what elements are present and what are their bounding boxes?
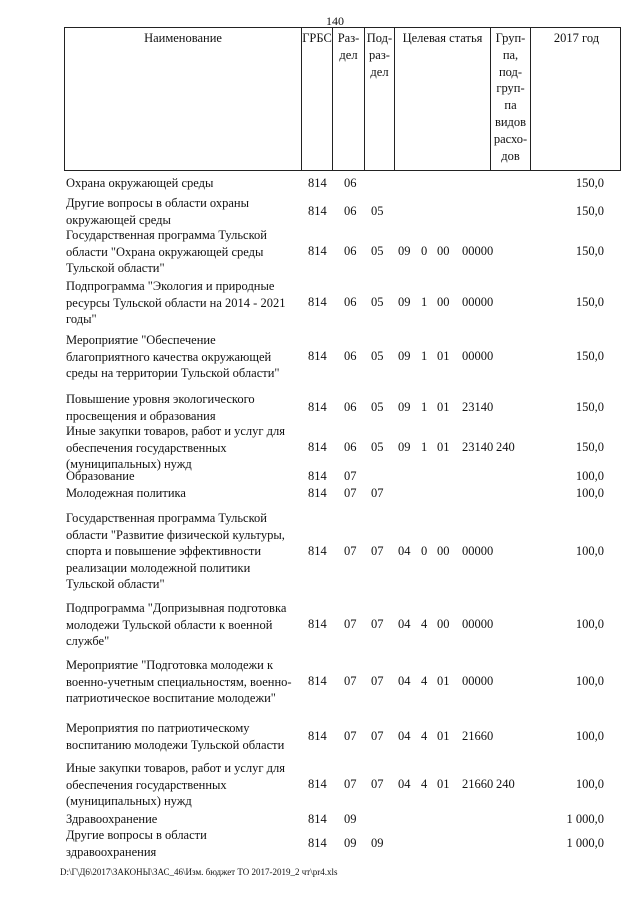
row-razdel: 07 <box>344 544 357 558</box>
row-target-subprogram: 4 <box>421 729 428 743</box>
row-value: 150,0 <box>575 176 604 190</box>
row-target-event: 01 <box>437 674 450 688</box>
row-name: Другие вопросы в области охраны окружающей среды <box>66 196 250 227</box>
row-podrazdel: 05 <box>371 440 384 454</box>
row-value: 150,0 <box>575 244 604 258</box>
row-value: 100,0 <box>575 486 604 500</box>
row-podrazdel: 07 <box>371 729 384 743</box>
row-value: 100,0 <box>575 729 604 743</box>
row-name: Иные закупки товаров, работ и услуг для обеспечения государственных (муниципальных) нужд <box>66 761 286 808</box>
row-podrazdel: 07 <box>371 486 384 500</box>
row-name: Мероприятия по патриотическому воспитанию молодежи Тульской области <box>66 721 285 752</box>
row-podrazdel: 05 <box>371 295 384 309</box>
row-name: Повышение уровня экологического просвещения и образования <box>66 392 255 423</box>
row-target-subprogram: 1 <box>421 400 428 414</box>
row-value: 150,0 <box>575 349 604 363</box>
row-grbs: 814 <box>308 836 327 850</box>
header-group: Груп- па, под- груп- па видов расхо- дов <box>490 28 530 170</box>
row-name: Другие вопросы в области здравоохранения <box>66 828 207 859</box>
row-name: Мероприятие "Обеспечение благоприятного качества окружающей среды на территории Тульской области" <box>66 333 280 380</box>
row-target-event: 01 <box>437 440 450 454</box>
row-target-program: 09 <box>398 244 411 258</box>
header-name: Наименование <box>144 31 222 45</box>
header-year: 2017 год <box>530 28 622 170</box>
row-razdel: 07 <box>344 674 357 688</box>
row-grbs: 814 <box>308 486 327 500</box>
row-grbs: 814 <box>308 400 327 414</box>
row-target-direction: 23140 <box>462 400 494 414</box>
row-value: 100,0 <box>575 674 604 688</box>
file-path-footer: D:\Г\Д6\2017\ЗАКОНЫ\ЗАС_46\Изм. бюджет ТО 2017-2019_2 чт\pr4.xls <box>60 867 338 877</box>
row-target-program: 09 <box>398 440 411 454</box>
row-value: 1 000,0 <box>566 836 604 850</box>
page-number: 140 <box>326 14 344 28</box>
row-name: Государственная программа Тульской области "Развитие физической культуры, спорта и повышение эффективности реализации молодежной политики Тульской области" <box>66 511 285 591</box>
row-razdel: 07 <box>344 486 357 500</box>
row-target-event: 01 <box>437 349 450 363</box>
row-podrazdel: 07 <box>371 674 384 688</box>
row-razdel: 09 <box>344 812 357 826</box>
row-grbs: 814 <box>308 812 327 826</box>
row-name: Подпрограмма "Допризывная подготовка молодежи Тульской области к военной службе" <box>66 601 287 648</box>
row-grbs: 814 <box>308 729 327 743</box>
row-group: 240 <box>496 777 515 791</box>
row-podrazdel: 05 <box>371 244 384 258</box>
header-razdel: Раз- дел <box>332 28 364 170</box>
row-value: 100,0 <box>575 777 604 791</box>
row-value: 100,0 <box>575 617 604 631</box>
row-grbs: 814 <box>308 440 327 454</box>
row-value: 100,0 <box>575 469 604 483</box>
row-target-subprogram: 4 <box>421 674 428 688</box>
row-name: Молодежная политика <box>66 486 186 500</box>
row-name: Иные закупки товаров, работ и услуг для обеспечения государственных (муниципальных) нужд <box>66 424 286 471</box>
row-value: 1 000,0 <box>566 812 604 826</box>
row-razdel: 06 <box>344 295 357 309</box>
header-podrazdel: Под- раз- дел <box>364 28 394 170</box>
row-razdel: 06 <box>344 204 357 218</box>
row-target-direction: 00000 <box>462 244 494 258</box>
row-target-event: 01 <box>437 729 450 743</box>
row-target-direction: 00000 <box>462 674 494 688</box>
row-podrazdel: 09 <box>371 836 384 850</box>
row-name: Подпрограмма "Экология и природные ресурсы Тульской области на 2014 - 2021 годы" <box>66 279 286 326</box>
row-target-program: 04 <box>398 777 411 791</box>
row-razdel: 06 <box>344 244 357 258</box>
row-target-event: 00 <box>437 295 450 309</box>
row-target-program: 04 <box>398 674 411 688</box>
row-razdel: 07 <box>344 777 357 791</box>
row-razdel: 06 <box>344 176 357 190</box>
row-grbs: 814 <box>308 674 327 688</box>
row-target-subprogram: 1 <box>421 295 428 309</box>
row-grbs: 814 <box>308 544 327 558</box>
row-target-event: 00 <box>437 244 450 258</box>
row-podrazdel: 05 <box>371 400 384 414</box>
row-target-program: 09 <box>398 295 411 309</box>
row-value: 150,0 <box>575 440 604 454</box>
row-grbs: 814 <box>308 295 327 309</box>
row-razdel: 09 <box>344 836 357 850</box>
row-target-event: 00 <box>437 617 450 631</box>
row-grbs: 814 <box>308 617 327 631</box>
row-target-subprogram: 0 <box>421 544 428 558</box>
row-target-program: 04 <box>398 617 411 631</box>
row-name: Мероприятие "Подготовка молодежи к военно-учетным специальностям, военно-патриотическое воспитание молодежи" <box>66 658 292 705</box>
row-podrazdel: 05 <box>371 349 384 363</box>
row-value: 150,0 <box>575 295 604 309</box>
row-group: 240 <box>496 440 515 454</box>
row-target-subprogram: 4 <box>421 777 428 791</box>
table-header <box>64 27 621 171</box>
row-target-event: 00 <box>437 544 450 558</box>
row-target-event: 01 <box>437 400 450 414</box>
row-value: 150,0 <box>575 400 604 414</box>
row-name: Здравоохранение <box>66 812 158 826</box>
row-name: Охрана окружающей среды <box>66 176 214 190</box>
row-target-direction: 00000 <box>462 349 494 363</box>
row-razdel: 07 <box>344 469 357 483</box>
row-grbs: 814 <box>308 204 327 218</box>
row-podrazdel: 07 <box>371 777 384 791</box>
row-grbs: 814 <box>308 176 327 190</box>
row-target-program: 04 <box>398 729 411 743</box>
row-grbs: 814 <box>308 469 327 483</box>
row-podrazdel: 05 <box>371 204 384 218</box>
row-name: Государственная программа Тульской области "Охрана окружающей среды Тульской области" <box>66 228 267 275</box>
row-razdel: 06 <box>344 349 357 363</box>
row-grbs: 814 <box>308 777 327 791</box>
row-razdel: 07 <box>344 729 357 743</box>
row-target-direction: 21660 <box>462 777 494 791</box>
row-target-subprogram: 1 <box>421 440 428 454</box>
header-grbs: ГРБС <box>301 28 332 170</box>
header-target: Целевая статья <box>394 28 490 170</box>
row-target-subprogram: 0 <box>421 244 428 258</box>
row-razdel: 06 <box>344 440 357 454</box>
row-target-subprogram: 4 <box>421 617 428 631</box>
row-target-program: 09 <box>398 349 411 363</box>
row-target-direction: 21660 <box>462 729 494 743</box>
row-razdel: 07 <box>344 617 357 631</box>
row-podrazdel: 07 <box>371 544 384 558</box>
row-razdel: 06 <box>344 400 357 414</box>
row-grbs: 814 <box>308 244 327 258</box>
row-target-direction: 23140 <box>462 440 494 454</box>
row-podrazdel: 07 <box>371 617 384 631</box>
row-target-program: 04 <box>398 544 411 558</box>
row-target-direction: 00000 <box>462 617 494 631</box>
row-value: 150,0 <box>575 204 604 218</box>
row-name: Образование <box>66 469 135 483</box>
row-target-program: 09 <box>398 400 411 414</box>
row-target-direction: 00000 <box>462 295 494 309</box>
row-target-subprogram: 1 <box>421 349 428 363</box>
row-target-event: 01 <box>437 777 450 791</box>
row-value: 100,0 <box>575 544 604 558</box>
row-grbs: 814 <box>308 349 327 363</box>
row-target-direction: 00000 <box>462 544 494 558</box>
